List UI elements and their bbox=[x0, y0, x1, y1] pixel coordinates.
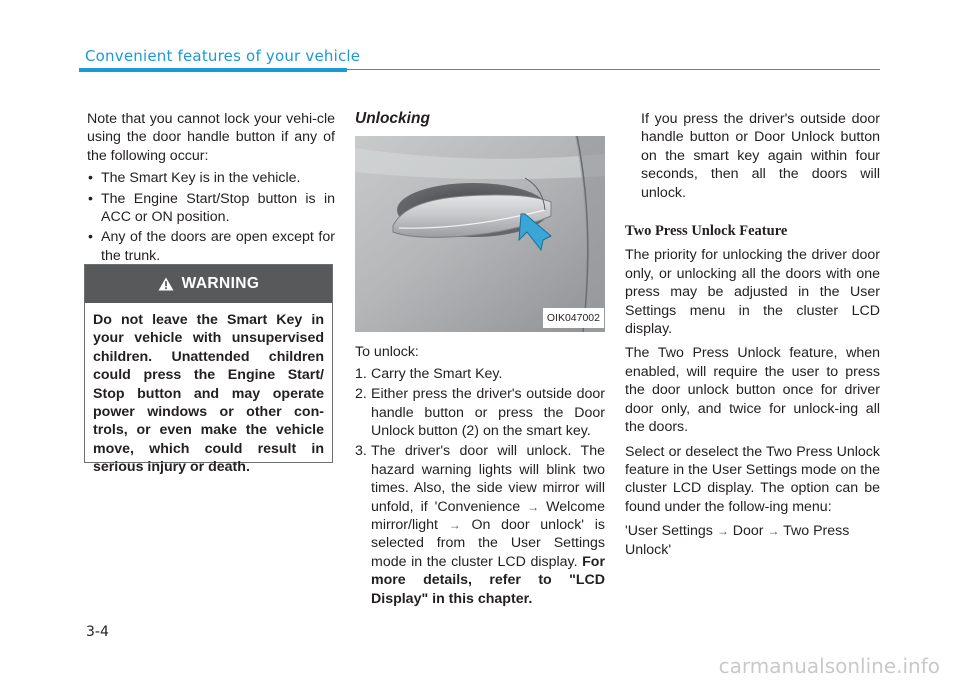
warning-text: Do not leave the Smart Key in your vehicle with unsupervised children. Unattended children could press the Engine Start/ Stop button and may operate power windows or other con-trols, or even make the vehicle move, which could result in serious injury or death. bbox=[93, 312, 324, 476]
continuation-paragraph: If you press the driver's outside door handle button or Door Unlock button on the smart key again within four seconds, then all the doors will unlock. bbox=[641, 111, 880, 201]
intro-paragraph: Note that you cannot lock your vehi-cle using the door handle button if any of the following occur: bbox=[87, 111, 335, 164]
warning-title: WARNING bbox=[181, 275, 260, 292]
conditions-list bbox=[87, 169, 335, 265]
arrow-right-icon: → bbox=[767, 524, 780, 539]
middle-column bbox=[355, 110, 605, 610]
door-handle-photo bbox=[355, 136, 605, 332]
body-paragraph: Select or deselect the Two Press Unlock feature in the User Settings mode on the cluster LCD display. The option can be found under the follow-ing menu: bbox=[625, 443, 880, 515]
header-rule-thin bbox=[347, 69, 880, 70]
arrow-right-icon: → bbox=[527, 499, 540, 514]
section-title: Convenient features of your vehicle bbox=[85, 47, 361, 65]
list-item: • The Engine Start/Stop button is in ACC or ON position. bbox=[87, 190, 335, 227]
warning-header bbox=[85, 265, 332, 303]
reference-note: For more details, refer to "LCD Display" in this chapter. bbox=[371, 553, 605, 607]
warning-triangle-icon bbox=[158, 277, 174, 291]
watermark: carmanualsonline.info bbox=[718, 654, 940, 678]
left-column bbox=[87, 110, 335, 267]
two-press-heading: Two Press Unlock Feature bbox=[625, 223, 788, 240]
list-item: 3. The driver's door will unlock. The hazard warning lights will blink two times. Also, the side view mirror will unfold, if 'Convenience → Welcome mirror/light → On door unlock' is selected from the User Settings mode in the cluster LCD display. For more details, refer to "LCD Display" in this chapter. bbox=[355, 443, 606, 607]
body-paragraph: The priority for unlocking the driver door only, or unlocking all the doors with one press may be adjusted in the User Settings menu in the cluster LCD display. bbox=[625, 247, 880, 338]
unlocking-heading: Unlocking bbox=[355, 110, 430, 127]
list-item: • The Smart Key is in the vehicle. bbox=[87, 169, 335, 187]
page-number: 3-4 bbox=[86, 624, 109, 640]
list-item: • Any of the doors are open except for the trunk. bbox=[87, 228, 335, 265]
body-paragraph: The Two Press Unlock feature, when enabled, will require the user to press the door unlock button once for driver door only, and twice for unlock-ing all the doors. bbox=[625, 345, 880, 436]
figure-code: OIK047002 bbox=[543, 308, 604, 328]
warning-box bbox=[84, 264, 333, 476]
right-column bbox=[625, 110, 880, 562]
arrow-right-icon: → bbox=[716, 524, 729, 539]
menu-path: 'User Settings → Door → Two Press Unlock' bbox=[625, 523, 850, 558]
to-unlock-label: To unlock: bbox=[355, 344, 419, 361]
unlock-steps bbox=[355, 365, 605, 608]
list-item: 2. Either press the driver's outside door handle button or press the Door Unlock button (2) on the smart key. bbox=[355, 386, 605, 440]
arrow-right-icon: → bbox=[448, 518, 461, 533]
header-rule-thick bbox=[79, 68, 347, 72]
list-item: 1. Carry the Smart Key. bbox=[355, 365, 503, 382]
